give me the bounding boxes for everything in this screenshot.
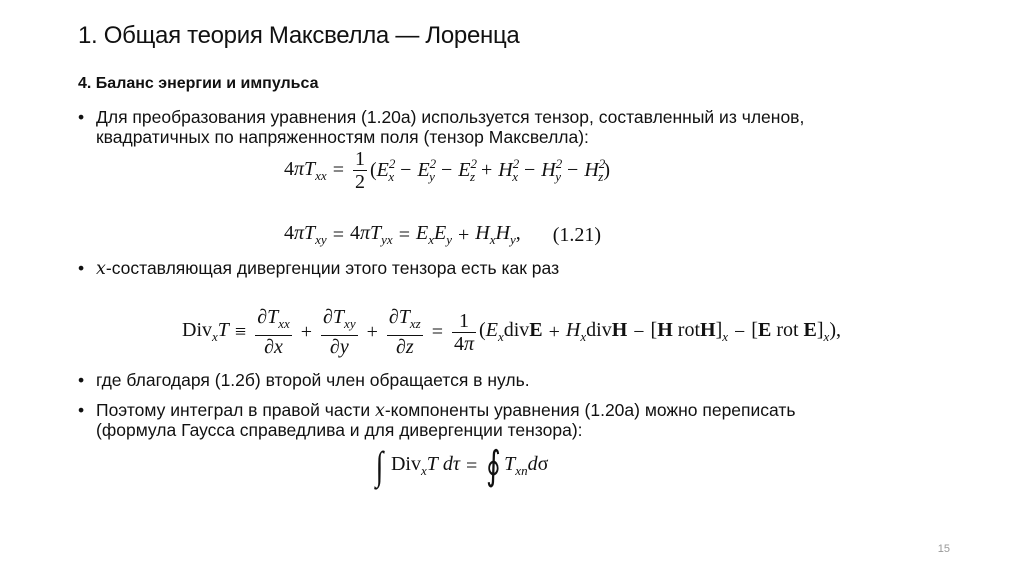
- page-number: 15: [937, 543, 950, 555]
- bullet-text-line-1: Для преобразования уравнения (1.20а) используется тензор, составленный из членов,: [96, 107, 805, 127]
- bullet-text-line-2: (формула Гаусса справедлива и для дивергенции тензора):: [96, 420, 583, 440]
- section-heading: 4. Баланс энергии и импульса: [78, 75, 319, 92]
- bullet-text: где благодаря (1.2б) второй член обращается в нуль.: [96, 370, 530, 390]
- bullet-icon: •: [78, 370, 85, 390]
- bullet-text-before: Поэтому интеграл в правой части: [96, 400, 375, 420]
- bullet-icon: •: [78, 258, 85, 278]
- equation-txy: $4\pi T_{xy}$ = $4\pi T_{yx}$ = $E_xE_y$ + $H_xH_y$, (1.21): [284, 222, 602, 247]
- equation-number: (1.21): [552, 223, 602, 246]
- contour-integral-icon: ∮: [486, 443, 502, 488]
- bullet-text-after: -компоненты уравнения (1.20а) можно переписать: [384, 400, 796, 420]
- bullet-icon: •: [78, 107, 85, 127]
- equation-txx: $4\pi T_{xx}$ = $\frac{1}{2}$ $(E^2_x - E^2_y - E^2_z + H^2_x - H^2_y - H^2_z)$: [284, 148, 610, 194]
- bullet-text: -составляющая дивергенции этого тензора есть как раз: [105, 258, 560, 278]
- equation-divergence: Div$_x$T ≡ $\frac{\partial T_{xx}}{\partial x}$ + $\frac{\partial T_{xy}}{\partial y}$ + $\frac{\partial T_{xz}}{\partial z}$ = $\frac{1}{4\pi}$ ($E_xdivE$ + $H_xdivH$ − [H $rotH]_x$ − [E rot $E]_x$),: [182, 306, 841, 359]
- integral-icon: ∫: [375, 443, 384, 488]
- bullet-icon: •: [78, 400, 85, 420]
- slide-title: 1. Общая теория Максвелла — Лоренца: [78, 22, 520, 49]
- bullet-text-line-2: квадратичных по напряженностям поля (тензор Максвелла):: [96, 127, 589, 147]
- equation-gauss: ∫ Div$_x$T dτ = ∮ $T_{xn}d\sigma$: [375, 443, 549, 488]
- variable-x: x: [96, 259, 106, 279]
- variable-x: x: [374, 401, 385, 421]
- fraction-one-half: $\frac{1}{2}$: [354, 148, 365, 194]
